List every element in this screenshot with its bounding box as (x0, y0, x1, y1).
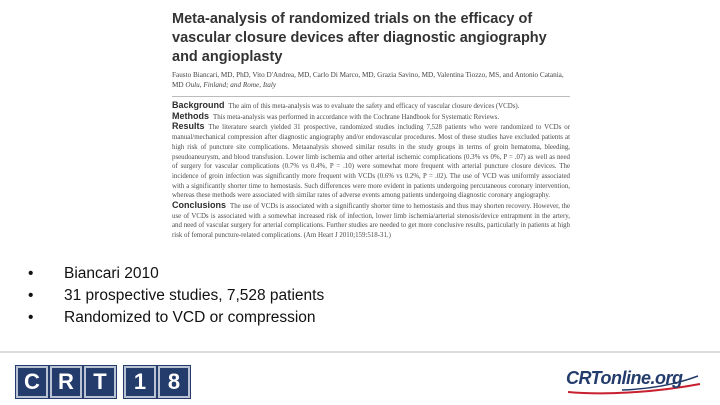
bullet-glyph: • (28, 265, 34, 282)
section-text: The use of VCDs is associated with a significantly shorter time to hemostasis and thus may shorten recovery. However, the use of VCDs is associated with a somewhat increased risk of infection, lower limb ischemia/arterial stenosis/device entrapment in the artery, and need of vascular surgery for arterial complications. Further studies are needed to get more conclusive results, particularly in patients at high risk of femoral puncture-related complications. (Am Heart J 2010;159:518-31.) (172, 203, 570, 240)
section-text: This meta-analysis was performed in accordance with the Cochrane Handbook for Systematic Reviews. (213, 113, 500, 121)
crt-18-logo (16, 367, 192, 397)
bullet-item (28, 307, 324, 329)
abstract-methods (172, 112, 570, 123)
section-heading: Background (172, 100, 225, 110)
section-heading: Conclusions (172, 200, 227, 211)
section-heading: Results (172, 121, 205, 132)
bullet-item (28, 263, 324, 285)
abstract-divider (172, 96, 570, 97)
crt-logo-letter: R (50, 366, 82, 398)
bullet-glyph: • (28, 309, 34, 326)
bullet-list (28, 263, 324, 329)
section-heading: Methods (172, 110, 209, 121)
crtonline-tld: .org (650, 368, 683, 388)
abstract-conclusions (172, 201, 570, 241)
section-text: The literature search yielded 31 prospective, randomized studies including 7,528 patients who were randomized to VCDs or manual/mechanical compression after diagnostic angiography and/or endovascular procedures. Most of these studies have excluded patients at high risk of puncture site complications. Metaanalysis showed similar results in the study groups in terms of groin hematoma, bleeding, pseudoaneurysm, and blood transfusion. Lower limb ischemia and other arterial ischemic complications (0.3% vs 0%, P = .07) as well as need of surgery for vascular complications (0.7% vs 0.4%, P = .10) were somewhat more frequent with arterial puncture closure devices. The incidence of groin infection was significantly more frequent with VCDs (0.6% vs 0.2%, P = .02). The use of VCD was uniformly associated with a significantly shorter time to hemostasis. Such differences were more evident in patients undergoing percutaneous coronary intervention, whereas these methods were associated with similar rates of adverse events among patients undergoing diagnostic coronary angiography. (172, 124, 570, 200)
crt-logo-letter: 1 (124, 366, 156, 398)
crt-logo-letter: 8 (158, 366, 190, 398)
crtonline-logo (562, 362, 704, 396)
bullet-text: 31 prospective studies, 7,528 patients (64, 287, 325, 304)
author-affiliation: Oulu, Finland; and Rome, Italy (185, 81, 277, 89)
bullet-text: Biancari 2010 (64, 265, 159, 282)
abstract-results (172, 122, 570, 201)
bullet-item (28, 285, 324, 307)
footer-divider (0, 351, 720, 353)
paper-abstract-image (172, 10, 570, 262)
crtonline-wordmark (566, 368, 683, 389)
crtonline-main: CRTonline (566, 368, 651, 388)
section-text: The aim of this meta-analysis was to evaluate the safety and efficacy of vascular closure devices (VCDs). (228, 103, 520, 110)
author-list: Fausto Biancari, MD, PhD, Vito D'Andrea, MD, Carlo Di Marco, MD, Grazia Savino, MD, Valentina Tiozzo, MS, and Antonio Catania, MD (172, 71, 564, 89)
paper-title: Meta-analysis of randomized trials on the efficacy of vascular closure devices after diagnostic angiography and angioplasty (172, 11, 547, 65)
crt-logo-letter: T (84, 366, 116, 398)
paper-authors (172, 70, 570, 90)
bullet-glyph: • (28, 287, 34, 304)
abstract-background (172, 101, 570, 112)
crt-logo-letter: C (16, 366, 48, 398)
bullet-text: Randomized to VCD or compression (64, 309, 316, 326)
